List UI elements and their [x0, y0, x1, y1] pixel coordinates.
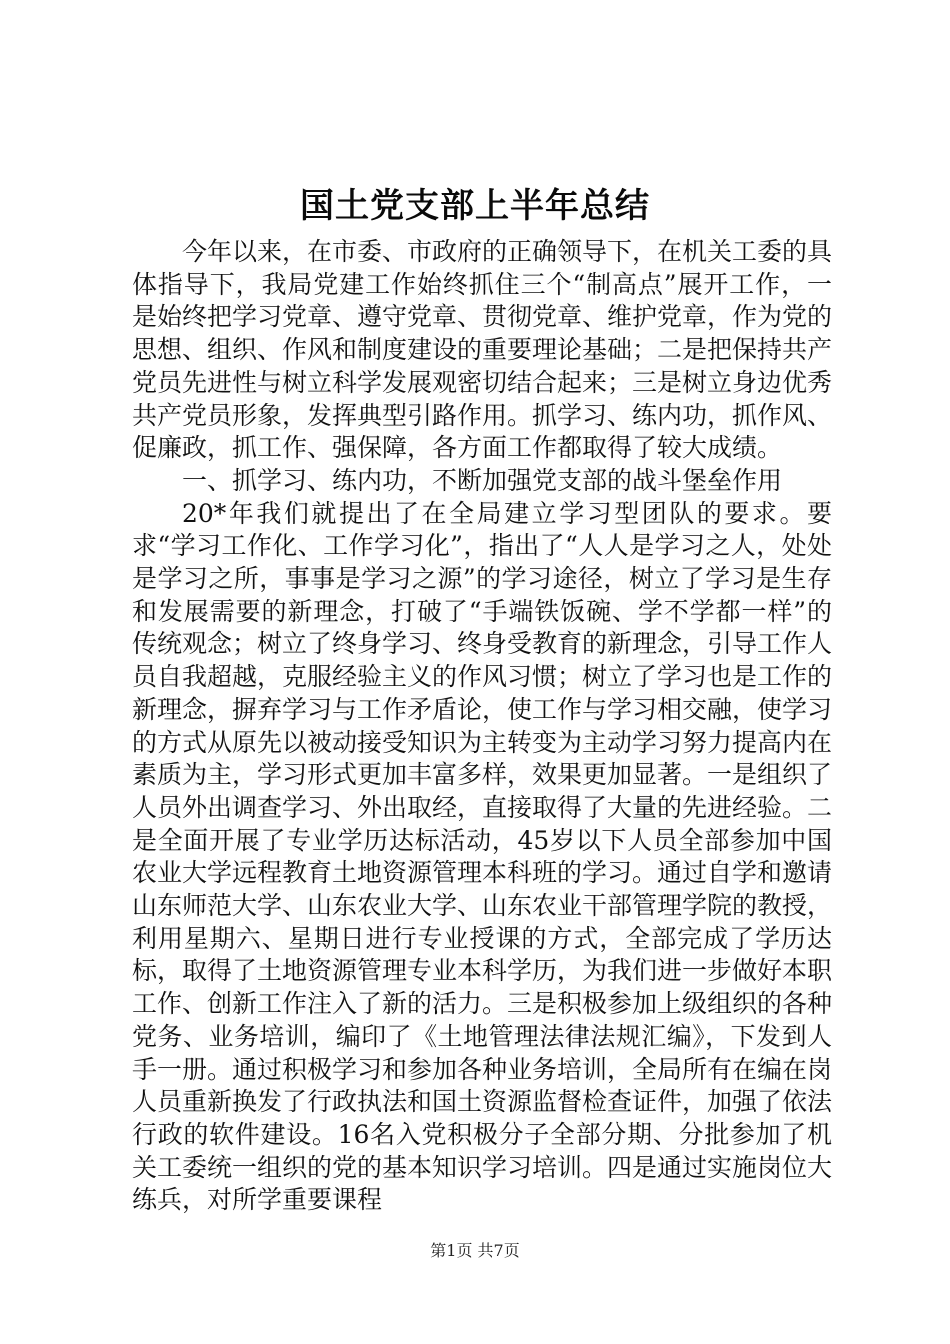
paragraph-intro: 今年以来，在市委、市政府的正确领导下，在机关工委的具体指导下，我局党建工作始终抓住三个“制高点”展开工作，一是始终把学习党章、遵守党章、贯彻党章、维护党章，作为党的思想、组织、作风和制度建设的重要理论基础；二是把保持共产党员先进性与树立科学发展观密切结合起来；三是树立身边优秀共产党员形象，发挥典型引路作用。抓学习、练内功，抓作风、促廉政，抓工作、强保障，各方面工作都取得了较大成绩。 — [132, 237, 833, 463]
document-title: 国土党支部上半年总结 — [300, 186, 650, 226]
paragraph-study: 20*年我们就提出了在全局建立学习型团队的要求。要求“学习工作化、工作学习化”，指出了“人人是学习之人，处处是学习之所，事事是学习之源”的学习途径，树立了学习是生存和发展需要的新理念，打破了“手端铁饭碗、学不学都一样”的传统观念；树立了终身学习、终身受教育的新理念，引导工作人员自我超越，克服经验主义的作风习惯；树立了学习也是工作的新理念，摒弃学习与工作矛盾论，使工作与学习相交融，使学习的方式从原先以被动接受知识为主转变为主动学习努力提高内在素质为主，学习形式更加丰富多样，效果更加显著。一是组织了人员外出调查学习、外出取经，直接取得了大量的先进经验。二是全面开展了专业学历达标活动，45岁以下人员全部参加中国农业大学远程教育土地资源管理本科班的学习。通过自学和邀请山东师范大学、山东农业大学、山东农业干部管理学院的教授，利用星期六、星期日进行专业授课的方式，全部完成了学历达标，取得了土地资源管理专业本科学历，为我们进一步做好本职工作、创新工作注入了新的活力。三是积极参加上级组织的各种党务、业务培训，编印了《土地管理法律法规汇编》，下发到人手一册。通过积极学习和参加各种业务培训，全局所有在编在岗人员重新换发了行政执法和国土资源监督检查证件，加强了依法行政的软件建设。16名入党积极分子全部分期、分批参加了机关工委统一组织的党的基本知识学习培训。四是通过实施岗位大练兵，对所学重要课程 — [132, 498, 833, 1215]
page-footer: 第1页 共7页 — [430, 1241, 520, 1260]
section-heading-1: 一、抓学习、练内功，不断加强党支部的战斗堡垒作用 — [182, 465, 783, 495]
document-body — [132, 236, 832, 1217]
